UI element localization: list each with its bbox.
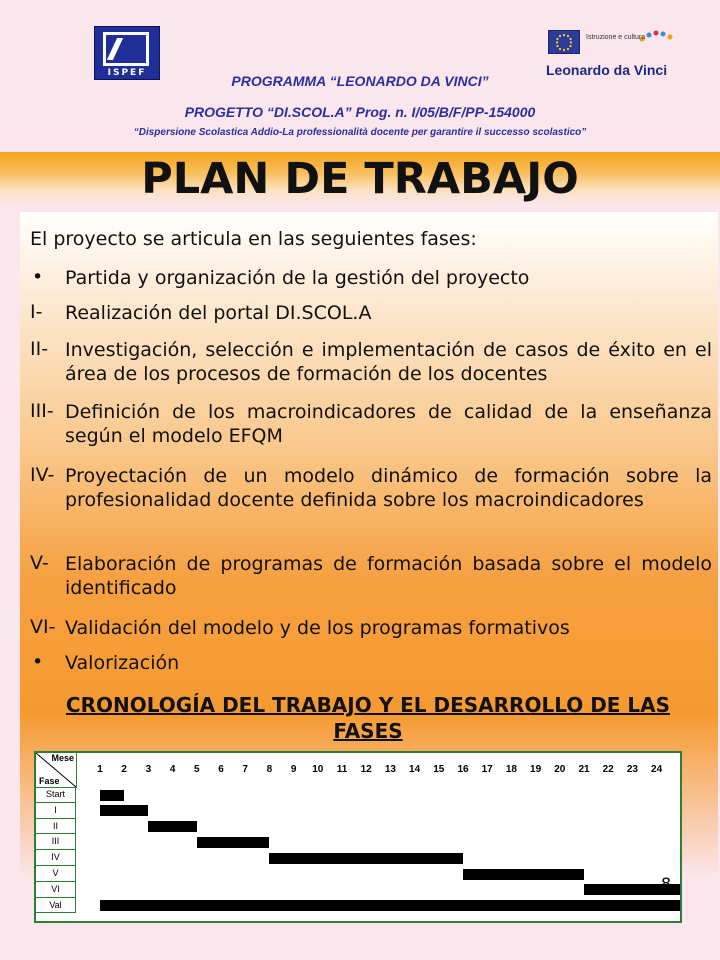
- gantt-phase-label: Val: [36, 898, 76, 914]
- gantt-month-label: 22: [602, 764, 614, 775]
- gantt-bar: [197, 837, 270, 848]
- gantt-bar: [148, 821, 196, 832]
- gantt-month-label: 7: [242, 764, 248, 775]
- list-marker: I-: [30, 301, 43, 323]
- list-item: [30, 616, 712, 640]
- list-item: [30, 266, 712, 290]
- gantt-month-label: 14: [409, 764, 421, 775]
- gantt-month-label: 4: [169, 764, 176, 775]
- list-item: [30, 651, 712, 675]
- leonardo-logo-subtitle: Istruzione e cultura: [586, 34, 646, 41]
- list-marker: II-: [30, 338, 49, 360]
- gantt-month-label: 8: [266, 764, 273, 775]
- list-item-text: Investigación, selección e implementación de casos de éxito en el área de los procesos de formación de los docentes: [65, 339, 712, 385]
- project-subheading: “Dispersione Scolastica Addio-La professionalità docente per garantire il successo scolastico”: [133, 127, 587, 138]
- gantt-month-label: 12: [360, 764, 372, 775]
- eu-flag-icon: [548, 30, 580, 54]
- gantt-month-label: 18: [505, 764, 517, 775]
- list-item: [30, 464, 712, 512]
- gantt-phase-label: II: [36, 819, 76, 835]
- programme-heading: PROGRAMMA “LEONARDO DA VINCI”: [231, 73, 489, 89]
- list-item-text: Partida y organización de la gestión del proyecto: [65, 267, 530, 289]
- list-item-text: Realización del portal DI.SCOL.A: [65, 302, 372, 324]
- gantt-phase-label: I: [36, 803, 76, 819]
- leonardo-da-vinci-logo: [546, 26, 678, 80]
- list-item: [30, 400, 712, 448]
- leonardo-logo-name: Leonardo da Vinci: [546, 62, 668, 78]
- gantt-month-label: 15: [433, 764, 445, 775]
- gantt-month-label: 9: [290, 764, 297, 775]
- list-marker: VI-: [30, 616, 56, 638]
- gantt-month-label: 24: [651, 764, 663, 775]
- gantt-bar: [100, 900, 680, 911]
- ispef-logo-mark: [103, 32, 149, 66]
- list-marker: •: [32, 266, 44, 288]
- gantt-phase-label: IV: [36, 850, 76, 866]
- gantt-phase-axis-label: Fase: [39, 776, 60, 786]
- gantt-month-label: 20: [554, 764, 566, 775]
- ispef-logo-text: ISPEF: [107, 68, 147, 78]
- page-title: PLAN DE TRABAJO: [141, 154, 579, 204]
- list-item: [30, 338, 712, 386]
- gantt-phase-label: III: [36, 834, 76, 850]
- gantt-month-label: 5: [194, 764, 200, 775]
- gantt-phase-label: V: [36, 866, 76, 882]
- gantt-chart: [34, 751, 682, 923]
- gantt-month-label: 1: [97, 764, 103, 775]
- list-marker: V-: [30, 552, 49, 574]
- gantt-month-label: 10: [312, 764, 324, 775]
- gantt-month-label: 6: [218, 764, 224, 775]
- project-heading: PROGETTO “DI.SCOL.A” Prog. n. I/05/B/F/PP-154000: [184, 104, 536, 120]
- list-item-text: Validación del modelo y de los programas formativos: [65, 617, 570, 639]
- chronology-heading: CRONOLOGÍA DEL TRABAJO Y EL DESARROLLO DE LAS FASES: [65, 693, 671, 743]
- list-marker: III-: [30, 400, 54, 422]
- gantt-month-label: 23: [626, 764, 638, 775]
- gantt-month-label: 3: [145, 764, 152, 775]
- intro-text: El proyecto se articula en las seguientes fases:: [30, 228, 477, 250]
- gantt-bar: [463, 869, 584, 880]
- list-item: [30, 301, 712, 325]
- gantt-phase-label: Start: [36, 787, 76, 803]
- gantt-month-label: 17: [481, 764, 493, 775]
- list-item: [30, 552, 712, 600]
- list-marker: •: [32, 651, 44, 673]
- ispef-logo: [94, 26, 160, 80]
- gantt-month-axis-label: Mese: [51, 753, 74, 763]
- gantt-month-label: 11: [336, 764, 348, 775]
- gantt-bar: [100, 790, 124, 801]
- list-item-text: Definición de los macroindicadores de calidad de la enseñanza según el modelo EFQM: [65, 401, 712, 447]
- gantt-corner: [36, 753, 77, 788]
- gantt-month-label: 16: [457, 764, 469, 775]
- gantt-bar: [100, 805, 148, 816]
- gantt-month-label: 13: [384, 764, 396, 775]
- list-item-text: Valorización: [65, 652, 180, 674]
- gantt-month-label: 19: [530, 764, 542, 775]
- list-item-text: Proyectación de un modelo dinámico de formación sobre la profesionalidad docente definida sobre los macroindicadores: [65, 465, 712, 511]
- list-marker: IV-: [30, 464, 55, 486]
- gantt-phase-label: VI: [36, 882, 76, 898]
- list-item-text: Elaboración de programas de formación basada sobre el modelo identificado: [65, 553, 712, 599]
- gantt-month-label: 2: [121, 764, 127, 775]
- gantt-month-label: 21: [578, 764, 590, 775]
- page-number: 8: [661, 874, 672, 893]
- gantt-bar: [269, 853, 463, 864]
